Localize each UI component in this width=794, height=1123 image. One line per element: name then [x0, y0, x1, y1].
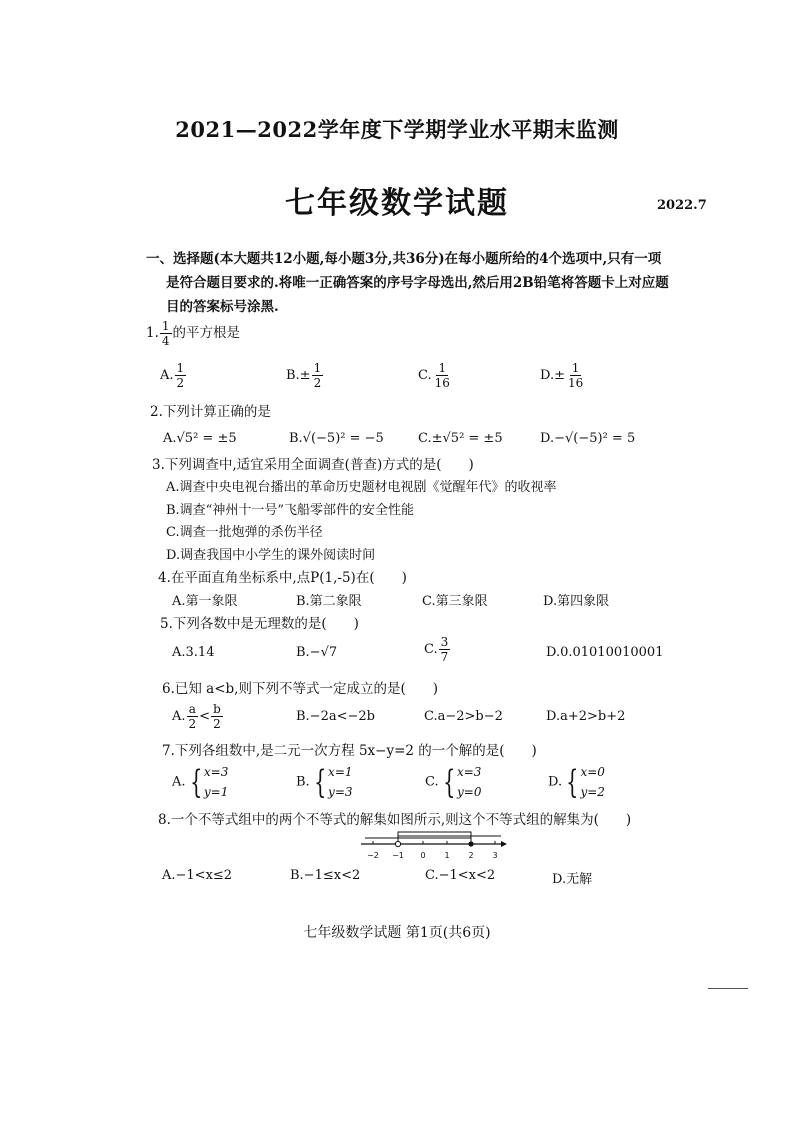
option-label: D.	[548, 774, 563, 790]
option-label: C.	[425, 774, 439, 790]
q5-option-a[interactable]: A.3.14	[172, 645, 215, 660]
tick-label: −2	[367, 851, 379, 860]
option-label: B.±	[286, 368, 311, 383]
divider	[708, 988, 748, 989]
denominator: 2	[213, 717, 221, 731]
q3-option-b[interactable]: B.调查“神州十一号”飞船零部件的安全性能	[166, 503, 414, 518]
numerator: 3	[440, 635, 449, 649]
q1-option-b[interactable]	[286, 362, 324, 389]
exam-date: 2022.7	[657, 198, 707, 213]
question-8: 8.一个不等式组中的两个不等式的解集如图所示,则这个不等式组的解集为( )	[158, 812, 632, 828]
exam-header-title: 2021—2022学年度下学期学业水平期末监测	[175, 117, 619, 142]
numerator: 1	[313, 361, 322, 375]
equation-system	[439, 762, 482, 802]
numerator: 1	[176, 361, 185, 375]
fraction	[211, 703, 223, 730]
question-7: 7.下列各组数中,是二元一次方程 5x−y=2 的一个解的是( )	[162, 743, 537, 759]
denominator: 4	[161, 334, 170, 348]
q2-option-d[interactable]: D.−√(−5)² = 5	[540, 431, 636, 446]
equation-system	[186, 762, 229, 802]
option-label: A.	[172, 709, 186, 724]
number-line-diagram	[355, 826, 515, 862]
brace-icon: {	[566, 763, 579, 801]
numerator: a	[188, 702, 196, 716]
option-label: D.±	[540, 368, 565, 383]
equation-line: y=1	[203, 785, 229, 799]
question-4: 4.在平面直角坐标系中,点P(1,-5)在( )	[158, 570, 407, 586]
tick-label: 3	[492, 851, 498, 860]
denominator: 2	[313, 376, 322, 390]
tick-label: −1	[392, 851, 404, 860]
q6-option-c[interactable]: C.a−2>b−2	[424, 709, 503, 724]
equation-line: x=3	[203, 765, 229, 779]
q4-option-c[interactable]: C.第三象限	[422, 594, 488, 609]
q6-option-d[interactable]: D.a+2>b+2	[546, 709, 626, 724]
equation-system	[562, 762, 605, 802]
section-instructions-line2: 是符合题目要求的.将唯一正确答案的序号字母选出,然后用2B铅笔将答题卡上对应题	[166, 275, 669, 291]
q5-option-b[interactable]: B.−√7	[296, 645, 338, 660]
q3-option-a[interactable]: A.调查中央电视台播出的革命历史题材电视剧《觉醒年代》的收视率	[166, 480, 557, 495]
denominator: 16	[567, 376, 584, 390]
option-label: B.	[296, 774, 310, 790]
exam-subject-title: 七年级数学试题	[285, 186, 509, 221]
q1-option-c[interactable]	[418, 362, 453, 389]
equation-line: x=3	[456, 765, 482, 779]
equation-line: x=0	[580, 765, 605, 779]
question-1-text: 的平方根是	[172, 325, 241, 341]
q7-option-d[interactable]	[548, 762, 605, 802]
q4-option-d[interactable]: D.第四象限	[543, 594, 610, 609]
brace-icon: {	[442, 763, 455, 801]
question-3: 3.下列调查中,适宜采用全面调查(普查)方式的是( )	[152, 457, 474, 473]
fraction	[160, 320, 172, 347]
tick-label: 2	[468, 851, 474, 860]
q8-option-d[interactable]: D.无解	[552, 872, 593, 887]
question-1-number: 1.	[146, 325, 159, 341]
option-label: A.	[160, 368, 174, 383]
q5-option-c[interactable]	[424, 636, 451, 663]
q8-option-b[interactable]: B.−1≤x<2	[290, 868, 361, 883]
q1-option-a[interactable]	[160, 362, 187, 389]
fraction	[433, 362, 452, 389]
q2-option-b[interactable]: B.√(−5)² = −5	[289, 431, 384, 446]
denominator: 7	[440, 650, 449, 664]
q4-option-b[interactable]: B.第二象限	[296, 594, 362, 609]
question-2: 2.下列计算正确的是	[150, 404, 271, 420]
less-than-sign: <	[199, 709, 211, 724]
fraction	[312, 362, 324, 389]
brace-icon: {	[189, 763, 202, 801]
fraction	[566, 362, 585, 389]
option-label: C.	[418, 368, 432, 383]
q6-option-a[interactable]	[172, 703, 224, 730]
tick-label: 0	[420, 851, 426, 860]
solution-set-b-bracket	[398, 836, 501, 844]
equation-system	[310, 762, 353, 802]
numerator: 1	[438, 361, 447, 375]
q2-option-c[interactable]: C.±√5² = ±5	[418, 431, 503, 446]
denominator: 2	[188, 717, 197, 731]
equation-line: y=2	[580, 785, 605, 799]
q5-option-d[interactable]: D.0.01010010001	[546, 645, 664, 660]
option-label: C.	[424, 642, 438, 657]
question-6: 6.已知 a<b,则下列不等式一定成立的是( )	[162, 681, 438, 697]
question-1	[146, 320, 240, 347]
section-instructions-line3: 目的答案标号涂黑.	[166, 299, 279, 315]
open-dot-icon	[395, 841, 400, 846]
q2-option-a[interactable]: A.√5² = ±5	[163, 431, 237, 446]
fraction	[175, 362, 187, 389]
q1-option-d[interactable]	[540, 362, 586, 389]
q3-option-c[interactable]: C.调查一批炮弹的杀伤半径	[166, 525, 323, 540]
q4-option-a[interactable]: A.第一象限	[172, 594, 238, 609]
equation-line: x=1	[328, 765, 353, 779]
solid-dot-icon	[468, 841, 473, 846]
fraction	[439, 636, 451, 663]
q3-option-d[interactable]: D.调查我国中小学生的课外阅读时间	[166, 548, 376, 563]
q6-option-b[interactable]: B.−2a<−2b	[296, 709, 375, 724]
section-instructions-line1: 一、选择题(本大题共12小题,每小题3分,共36分)在每小题所给的4个选项中,只有一项	[146, 251, 662, 267]
brace-icon: {	[313, 763, 326, 801]
numerator: 1	[571, 361, 580, 375]
numerator: 1	[161, 319, 170, 333]
q7-option-a[interactable]	[172, 762, 228, 802]
question-5: 5.下列各数中是无理数的是( )	[160, 616, 359, 632]
tick-label: 1	[444, 851, 450, 860]
axis-arrow-icon	[501, 841, 507, 847]
option-label: A.	[172, 774, 186, 790]
solution-set-c-bracket	[365, 838, 471, 844]
fraction	[187, 703, 199, 730]
q7-option-c[interactable]	[425, 762, 481, 802]
page-footer: 七年级数学试题 第1页(共6页)	[303, 925, 491, 941]
equation-line: y=3	[328, 785, 353, 799]
numerator: b	[213, 702, 221, 716]
q8-option-c[interactable]: C.−1<x<2	[425, 868, 496, 883]
equation-line: y=0	[456, 785, 482, 799]
q8-option-a[interactable]: A.−1<x≤2	[162, 868, 233, 883]
denominator: 2	[176, 376, 185, 390]
denominator: 16	[434, 376, 450, 390]
q7-option-b[interactable]	[296, 762, 353, 802]
